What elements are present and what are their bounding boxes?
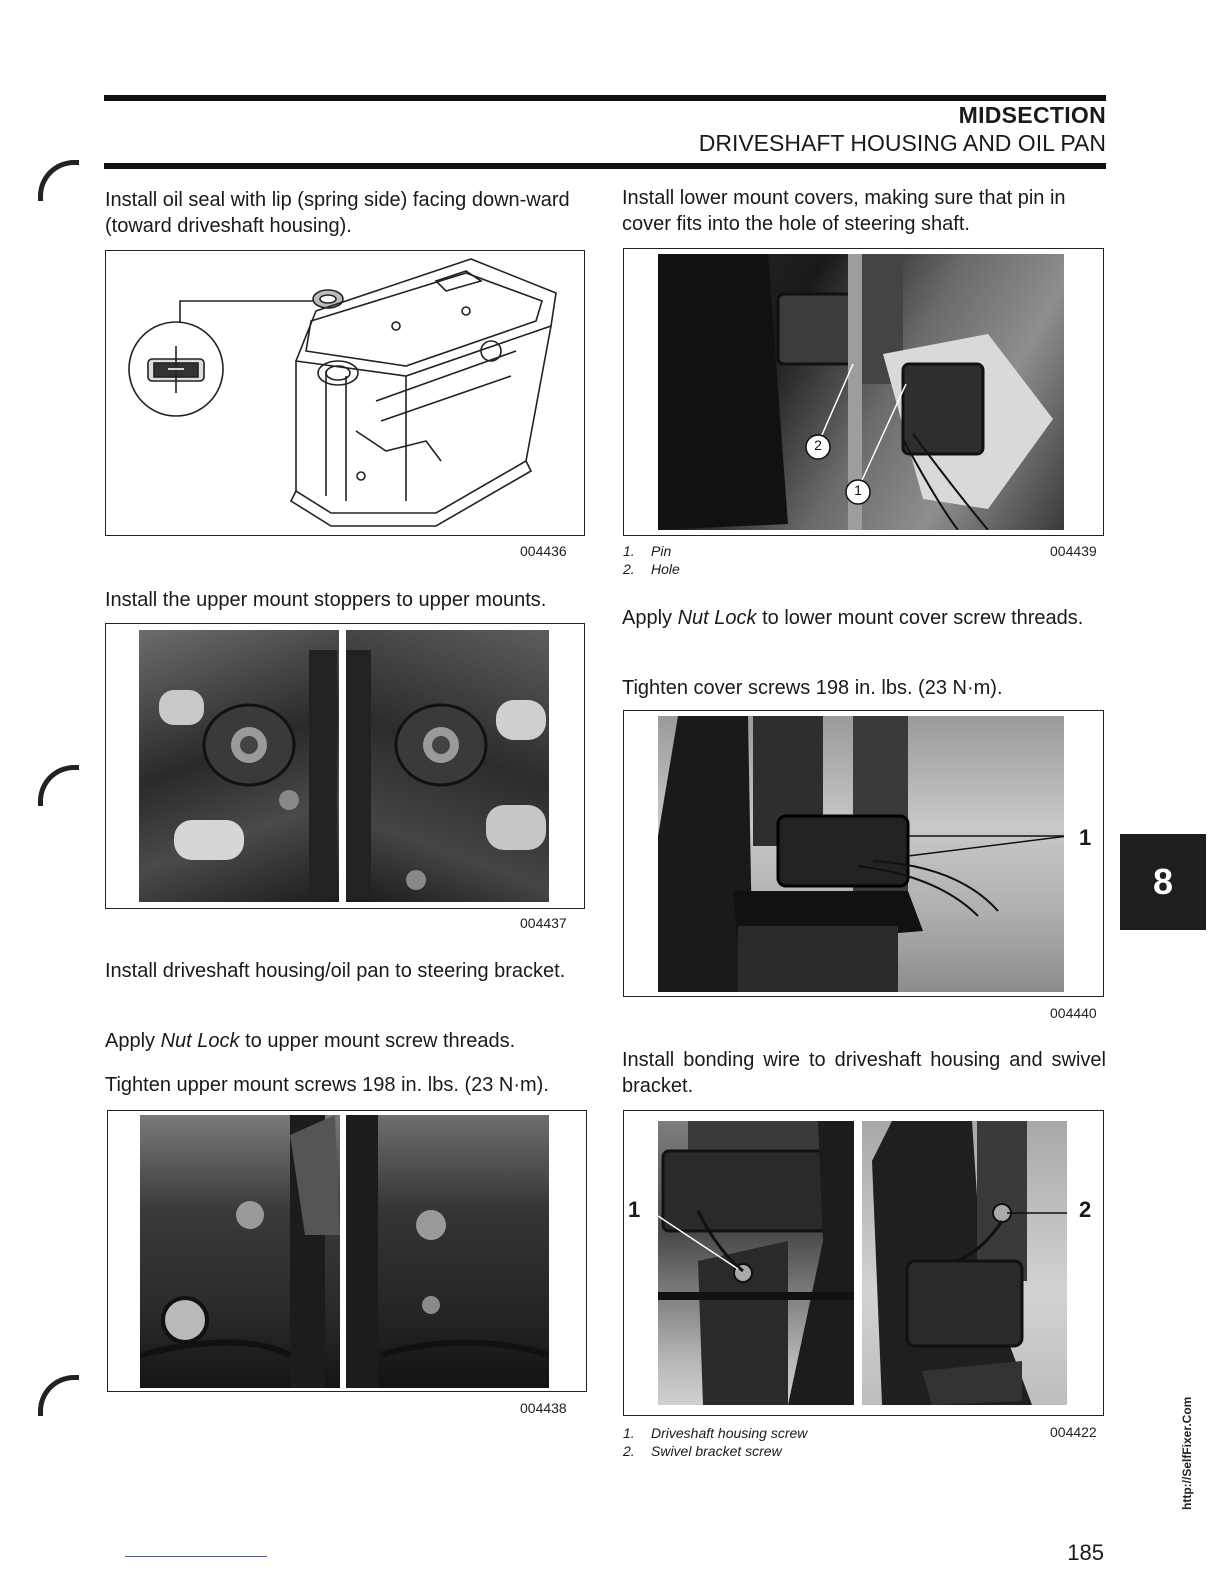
right-paragraph-3: Tighten cover screws 198 in. lbs. (23 N·m). [622,677,1003,699]
right-paragraph-2: Apply Nut Lock to lower mount cover screw threads. [622,607,1084,629]
figure-upper-mount-screws [107,1110,587,1392]
figure-oil-seal [105,250,585,536]
figure-cover-screws [623,710,1104,997]
photo-stopper-left [139,630,339,902]
left-paragraph-2: Install the upper mount stoppers to upper mounts. [105,589,547,611]
binder-mark-bottom [38,1375,79,1416]
left-paragraph-3: Install driveshaft housing/oil pan to steering bracket. [105,960,566,982]
subsection-title: DRIVESHAFT HOUSING AND OIL PAN [698,130,1106,156]
caption-item: 2. Swivel bracket screw [623,1443,782,1459]
photo-cover-screws [658,716,1064,992]
photo-stopper-right [346,630,549,902]
chapter-tab: 8 [1120,834,1206,930]
callout-pin: 1 [854,482,862,498]
figure-caption-list-1 [623,542,680,578]
right-paragraph-1: Install lower mount covers, making sure that pin in cover fits into the hole of steering shaft. [622,187,1066,235]
right-paragraph-4: Install bonding wire to driveshaft housing and swivel bracket. [622,1049,1106,1097]
figure-number-004437: 004437 [520,915,567,931]
oil-seal-diagram [106,251,583,534]
nut-lock-emphasis: Nut Lock [160,1030,240,1052]
figure-bonding-wire [623,1110,1104,1416]
section-title: MIDSECTION [958,102,1106,128]
left-paragraph-4: Apply Nut Lock to upper mount screw threads. [105,1030,516,1052]
caption-item: 1. Pin [623,543,672,559]
bottom-link-line [125,1556,267,1557]
caption-item: 1. Driveshaft housing screw [623,1425,808,1441]
header-rule-top [104,95,1106,101]
nut-lock-emphasis: Nut Lock [677,607,757,629]
figure-number-004422: 004422 [1050,1424,1097,1440]
callout-cover-screw: 1 [1079,825,1092,850]
figure-lower-mount-covers [623,248,1104,536]
photo-mount-cover [658,254,1064,530]
watermark-url: http://SelfFixer.Com [1180,1396,1194,1510]
figure-caption-list-2 [623,1424,807,1460]
callout-driveshaft-screw: 1 [628,1197,641,1222]
figure-number-004438: 004438 [520,1400,567,1416]
photo-bonding-wire-left [658,1121,854,1405]
figure-number-004439: 004439 [1050,543,1097,559]
figure-number-004436: 004436 [520,543,567,559]
binder-mark-middle [38,765,79,806]
figure-number-004440: 004440 [1050,1005,1097,1021]
page-number: 185 [1067,1540,1104,1565]
left-paragraph-5: Tighten upper mount screws 198 in. lbs. (23 N·m). [105,1074,549,1096]
photo-mount-screw-right [346,1115,549,1388]
callout-hole: 2 [814,437,822,453]
left-paragraph-1: Install oil seal with lip (spring side) facing down-ward (toward driveshaft housing). [105,189,570,237]
binder-mark-top [38,160,79,201]
photo-mount-screw-left [140,1115,340,1388]
caption-item: 2. Hole [623,561,680,577]
header-rule-bottom [104,163,1106,169]
photo-bonding-wire-right [862,1121,1067,1405]
callout-swivel-screw: 2 [1079,1197,1092,1222]
figure-upper-mount-stoppers [105,623,585,909]
